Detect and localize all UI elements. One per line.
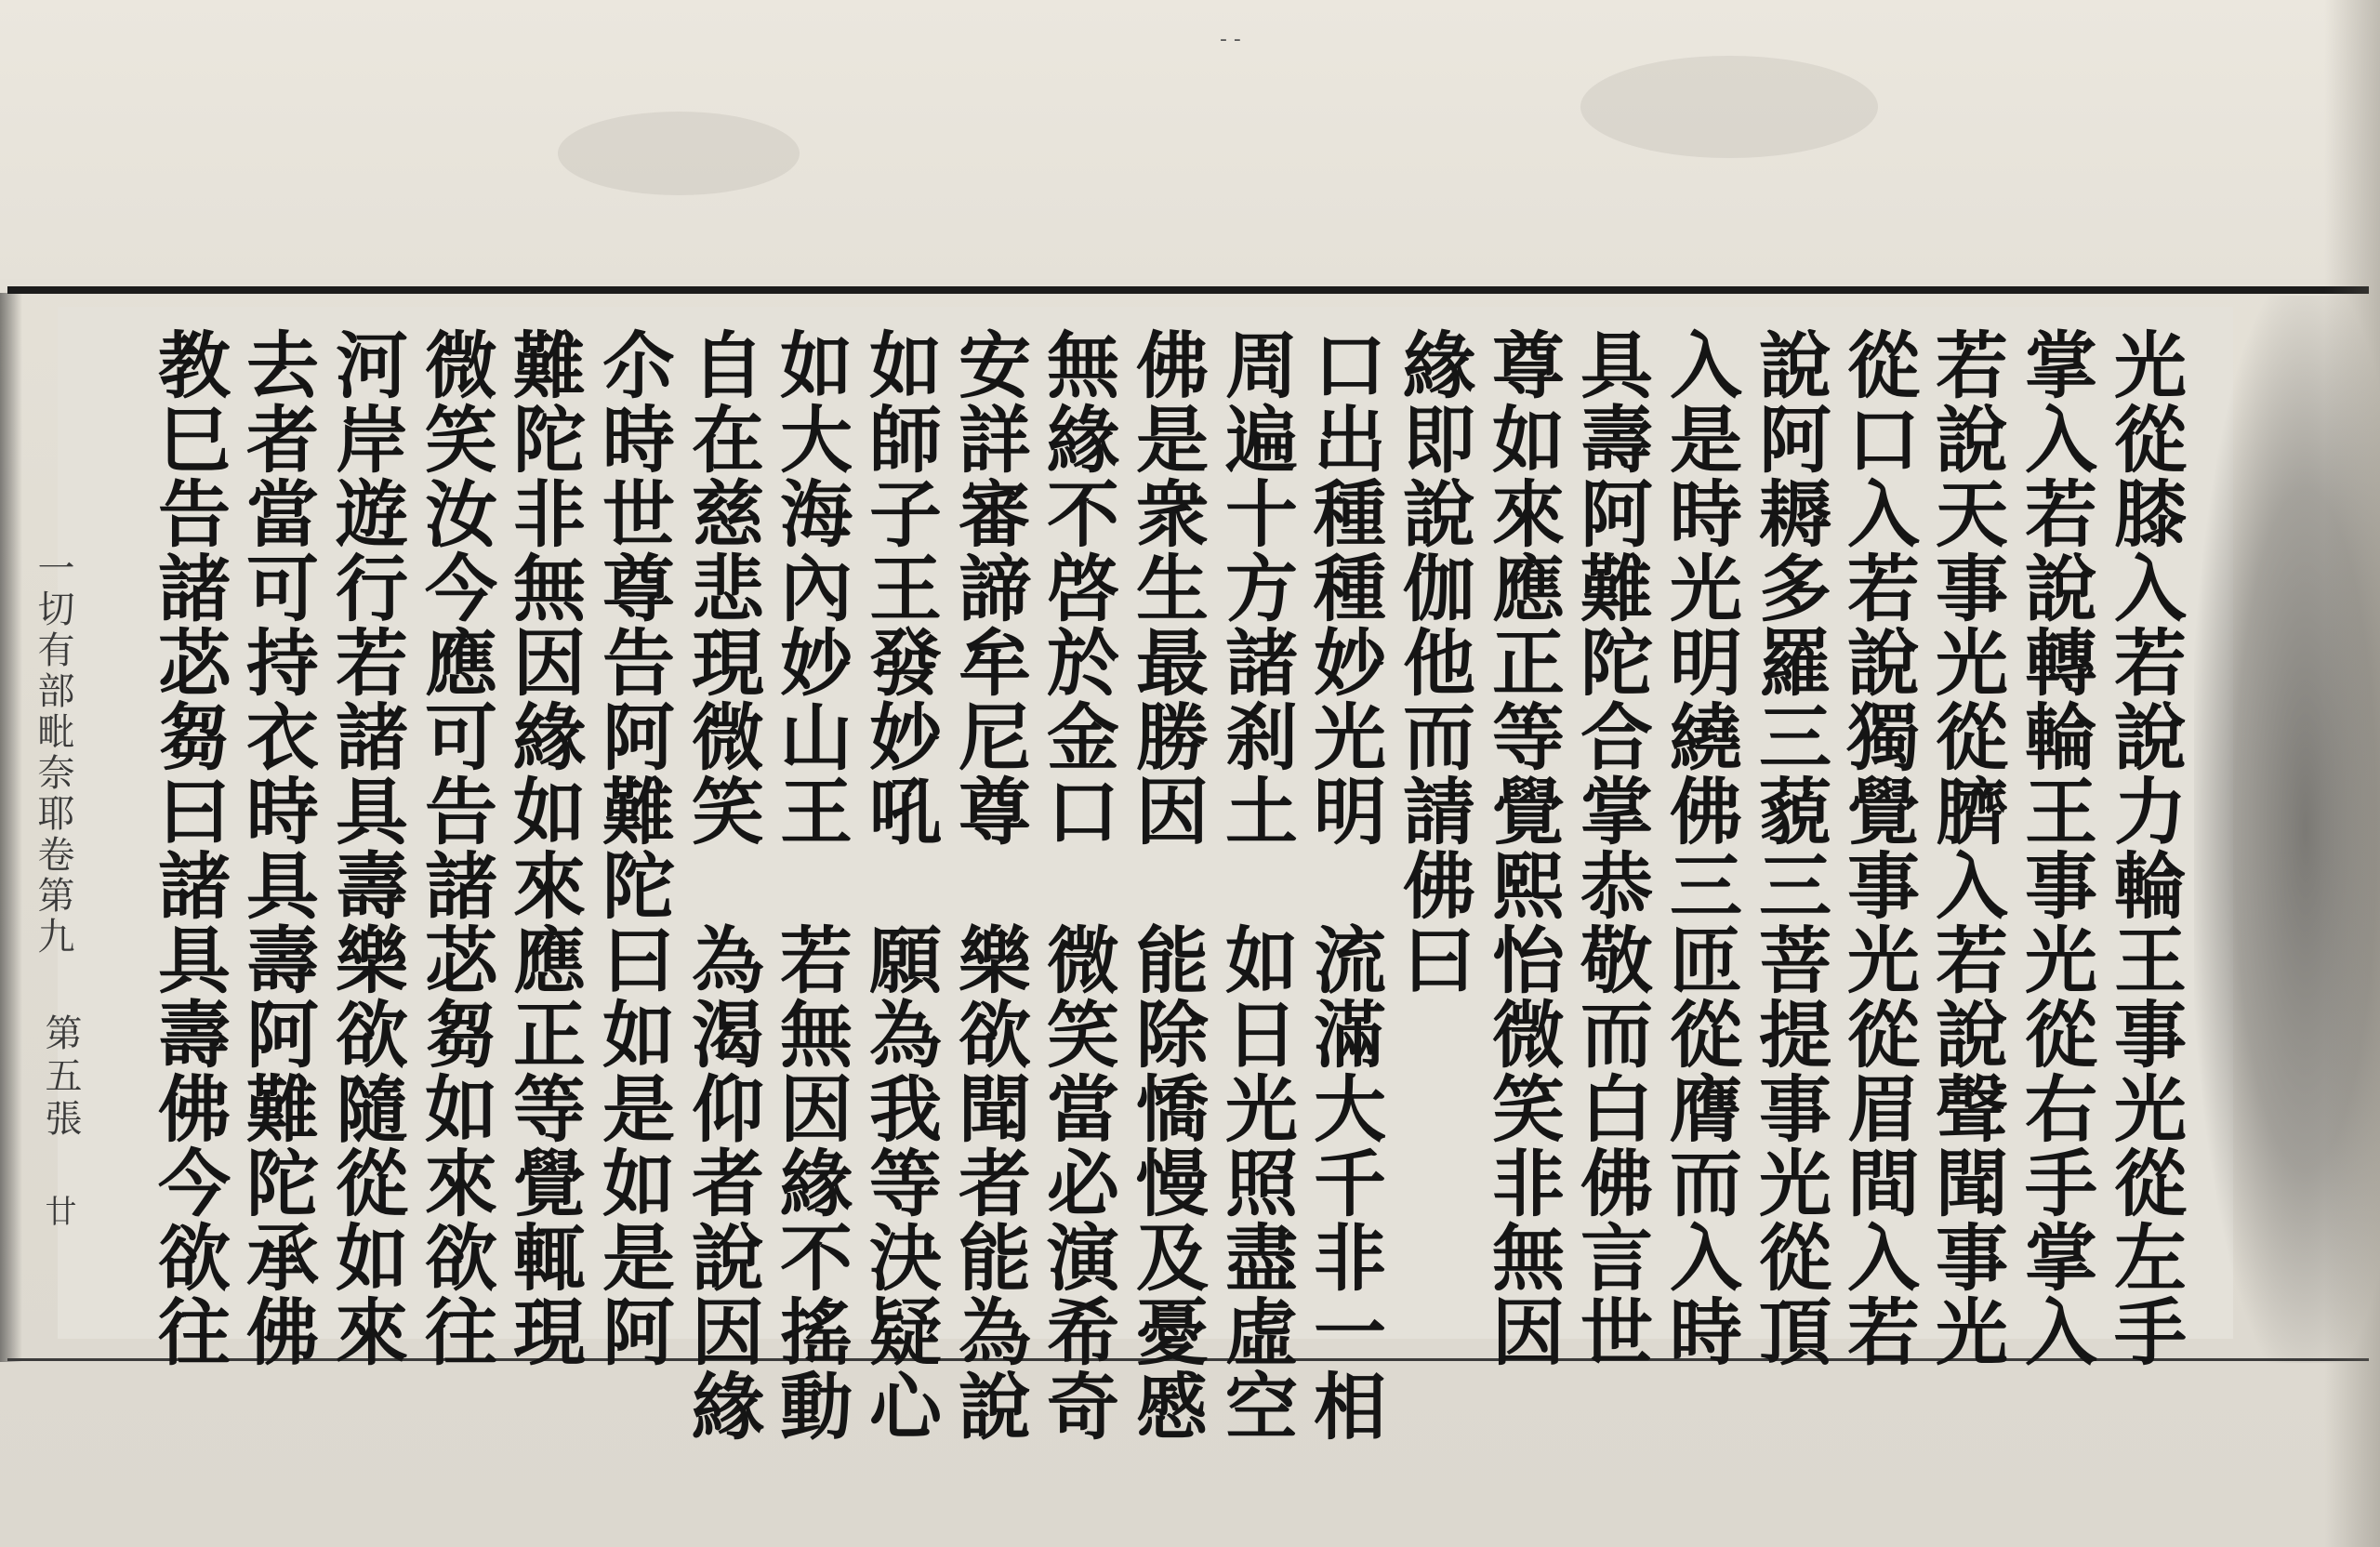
- text-column: 具壽阿難陀合掌恭敬而白佛言世: [1568, 327, 1653, 1368]
- text-column: 難陀非無因緣如來應正等覺輒現: [501, 327, 586, 1368]
- text-column: 尊如來應正等覺熙怡微笑非無因: [1480, 327, 1565, 1368]
- verse-column: 如師子王發妙吼 願為我等決疑心: [857, 327, 942, 1443]
- text-column: 說阿耨多羅三藐三菩提事光從頂: [1747, 327, 1831, 1368]
- text-column: 入是時光明繞佛三匝從膺而入時: [1658, 327, 1742, 1368]
- upper-margin: [0, 0, 2380, 279]
- verse-column: 口出種種妙光明 流滿大千非一相: [1302, 327, 1386, 1443]
- text-column: 微笑汝今應可告諸苾芻如來欲往: [413, 327, 497, 1368]
- page-number: 廿: [39, 1195, 76, 1226]
- volume-title: 一切有部毗奈耶卷第九: [32, 549, 74, 958]
- verse-column: 安詳審諦牟尼尊 樂欲聞者能為說: [946, 327, 1031, 1443]
- header-mark: - -: [1220, 28, 1241, 51]
- leaf-number: 第五張: [39, 1013, 82, 1142]
- paper-stain: [1580, 56, 1878, 158]
- text-column: 若說天事光從臍入若說聲聞事光: [1924, 327, 2008, 1368]
- text-column: 河岸遊行若諸具壽樂欲隨從如來: [324, 327, 408, 1368]
- verse-column: 如大海內妙山王 若無因緣不搖動: [768, 327, 853, 1443]
- text-column: 從口入若說獨覺事光從眉間入若: [1835, 327, 1920, 1368]
- verse-column: 無緣不啓於金口 微笑當必演希奇: [1035, 327, 1119, 1443]
- text-column: 去者當可持衣時具壽阿難陀承佛: [234, 327, 319, 1368]
- text-column: 尒時世尊告阿難陀曰如是如是阿: [590, 327, 675, 1368]
- verse-column: 周遍十方諸刹土 如日光照盡虛空: [1213, 327, 1298, 1443]
- text-column: 掌入若說轉輪王事光從右手掌入: [2013, 327, 2097, 1368]
- text-column: 教巳告諸苾芻曰諸具壽佛今欲往: [146, 327, 231, 1368]
- text-column: 緣即說伽他而請佛曰: [1391, 327, 1475, 997]
- verse-column: 佛是衆生最勝因 能除憍慢及憂慼: [1124, 327, 1209, 1443]
- printblock-right-border: [2194, 296, 2380, 1363]
- verse-column: 自在慈悲現微笑 為渴仰者說因緣: [680, 327, 764, 1443]
- text-column: 光從膝入若說力輪王事光從左手: [2102, 327, 2187, 1368]
- paper-stain: [558, 112, 800, 195]
